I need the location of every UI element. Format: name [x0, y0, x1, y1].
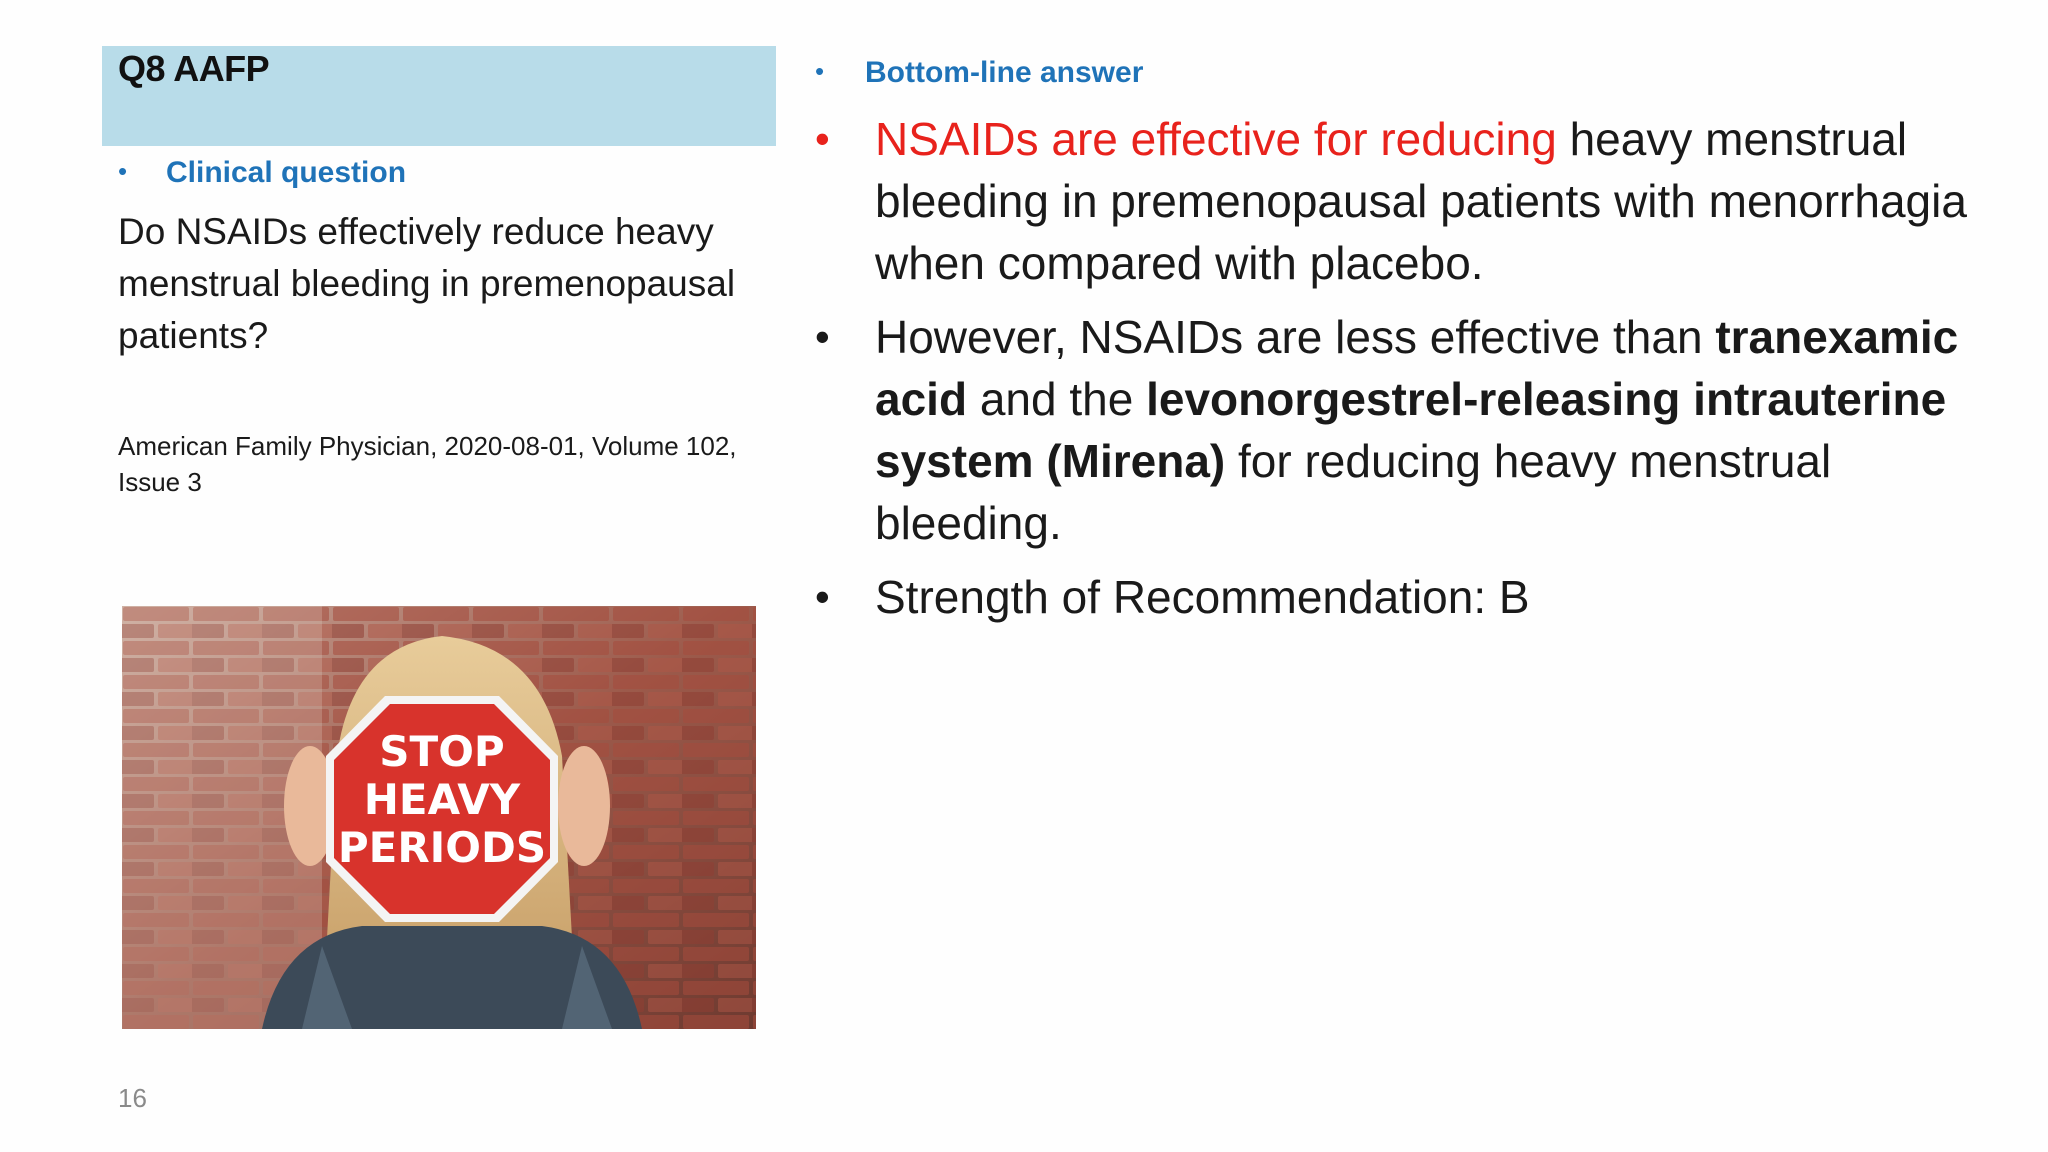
question-text: Do NSAIDs effectively reduce heavy menstrual bleeding in premenopausal patients?	[118, 211, 736, 356]
sign-line-3: PERIODS	[337, 823, 547, 872]
page-number: 16	[118, 1083, 147, 1113]
answer-bullet-3	[815, 566, 1995, 628]
sign-line-1: STOP	[379, 727, 505, 776]
bottom-line-label: Bottom-line answer	[865, 56, 1144, 89]
bullet-icon: •	[815, 313, 830, 360]
clinical-question-label: Clinical question	[166, 156, 407, 189]
slide-title: Q8 AAFP	[118, 48, 270, 89]
answer-list	[815, 108, 1995, 640]
answer-2-bold2: levonorgestrel-releasing intrauterine system (Mirena)	[875, 373, 1947, 487]
answer-1-highlight: NSAIDs are effective for reducing	[875, 113, 1557, 165]
answer-bullet-2	[815, 306, 1995, 554]
answer-2-part1: However, NSAIDs are less effective than	[875, 311, 1716, 363]
bullet-icon: •	[815, 573, 830, 620]
photo-illustration	[122, 606, 756, 1029]
answer-bullet-1	[815, 108, 1995, 294]
sign-line-2: HEAVY	[363, 775, 521, 824]
clinical-question-heading	[118, 156, 406, 190]
answer-3-text: Strength of Recommendation: B	[875, 571, 1530, 623]
title-box	[102, 46, 776, 146]
bottom-line-heading	[815, 56, 1143, 90]
citation: American Family Physician, 2020-08-01, Volume 102, Issue 3	[118, 431, 737, 497]
answer-2-part3: for reducing heavy menstrual bleeding.	[875, 435, 1832, 549]
bullet-icon: •	[815, 115, 830, 162]
stop-sign-photo	[122, 606, 756, 1029]
answer-1-rest: heavy menstrual bleeding in premenopausal patients with menorrhagia when compared with placebo.	[875, 113, 1967, 289]
answer-2-part2: and the	[967, 373, 1147, 425]
answer-2-bold1: tranexamic acid	[875, 311, 1959, 425]
bullet-icon: •	[118, 156, 128, 186]
bullet-icon: •	[815, 56, 825, 86]
